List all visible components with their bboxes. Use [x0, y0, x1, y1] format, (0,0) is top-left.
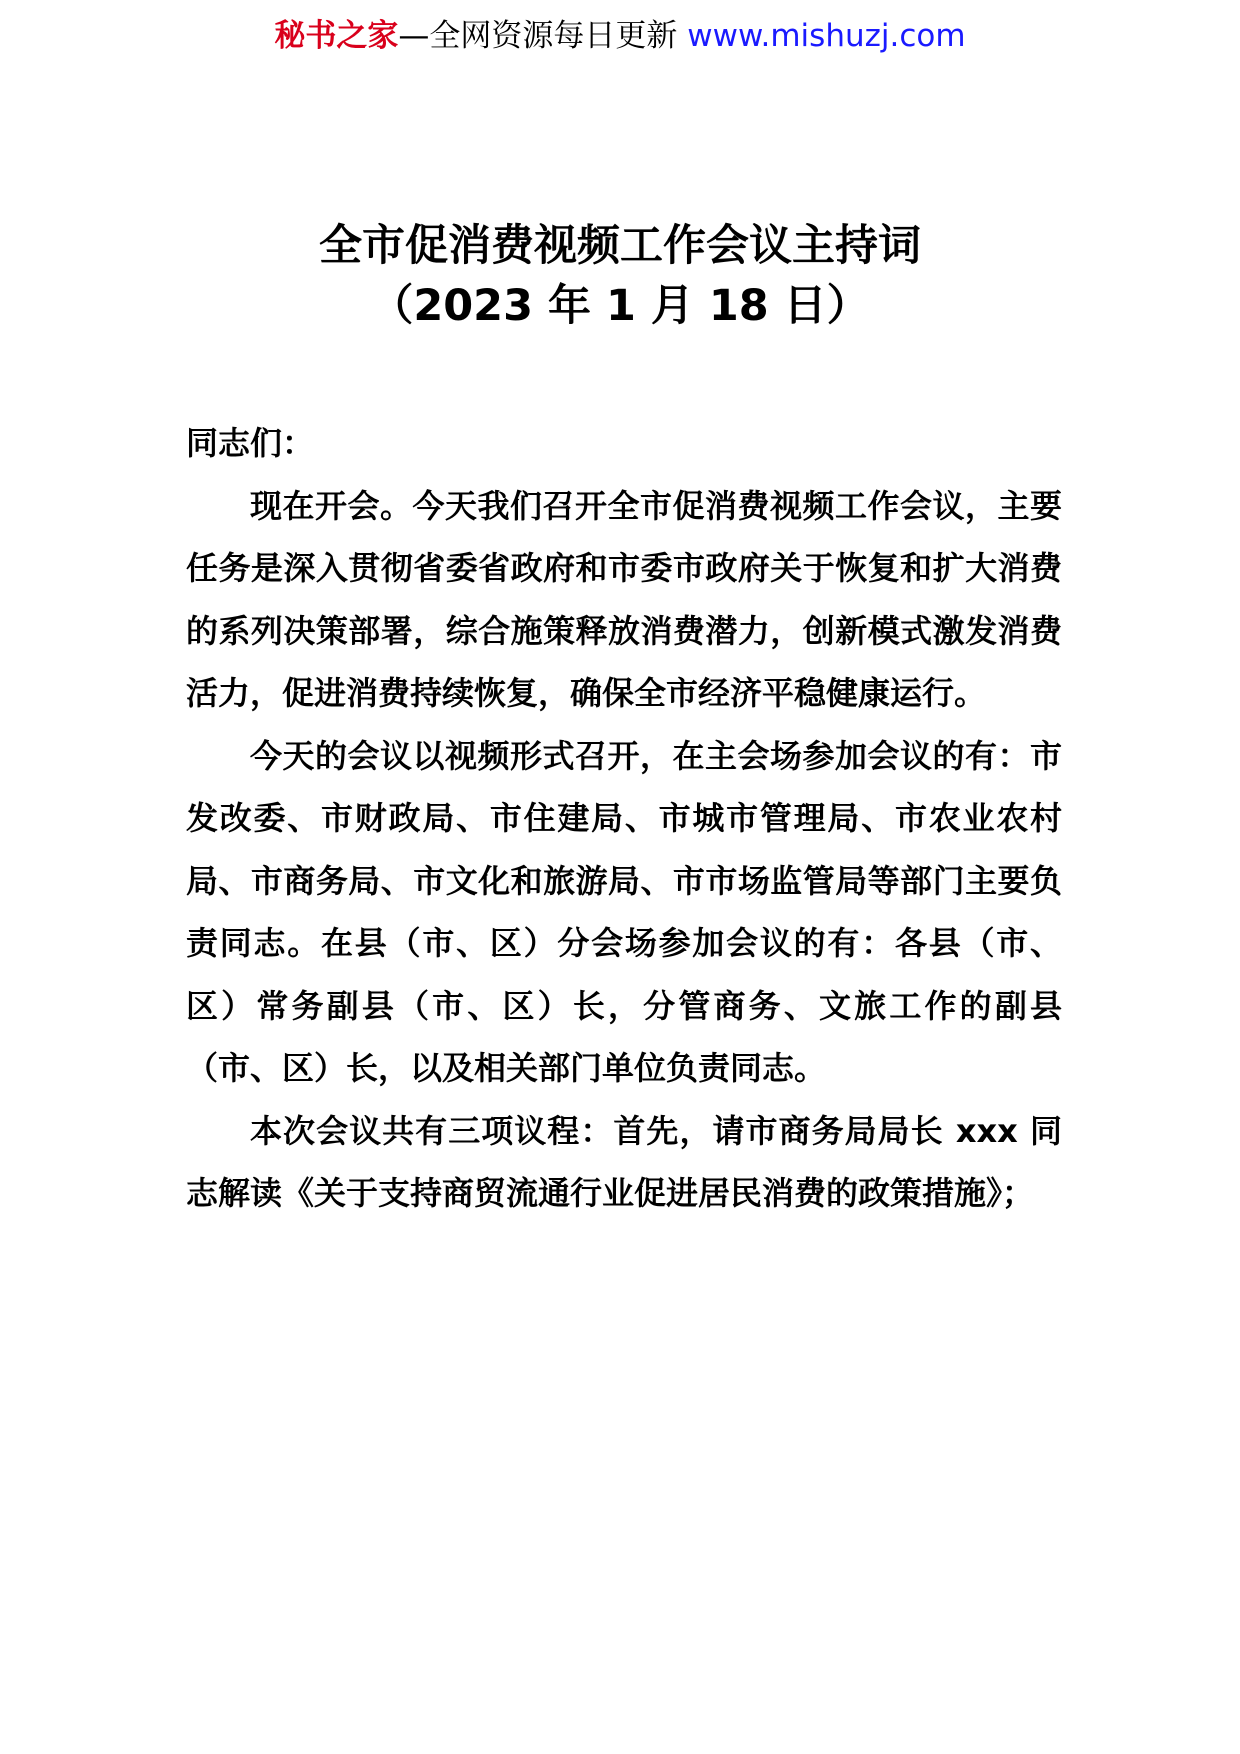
salutation: 同志们： [186, 424, 315, 462]
paragraph-agenda: 本次会议共有三项议程：首先，请市商务局局长 xxx 同志解读《关于支持商贸流通行业促进居民消费的政策措施》； [186, 1111, 1062, 1212]
document-body [186, 412, 1062, 1225]
site-header [0, 14, 1240, 58]
site-url-link[interactable]: www.mishuzj.com [687, 18, 966, 54]
paragraph-attendees: 今天的会议以视频形式召开，在主会场参加会议的有：市发改委、市财政局、市住建局、市城市管理局、市农业农村局、市商务局、市文化和旅游局、市市场监管局等部门主要负责同志。在县（市、区）分会场参加会议的有：各县（市、区）常务副县（市、区）长，分管商务、文旅工作的副县（市、区）长，以及相关部门单位负责同志。 [186, 736, 1062, 1087]
site-tagline: —全网资源每日更新 [398, 18, 688, 54]
title-block [0, 216, 1240, 336]
document-date: （2023 年 1 月 18 日） [370, 281, 870, 331]
paragraph-opening: 现在开会。今天我们召开全市促消费视频工作会议，主要任务是深入贯彻省委省政府和市委市政府关于恢复和扩大消费的系列决策部署，综合施策释放消费潜力，创新模式激发消费活力，促进消费持续恢复，确保全市经济平稳健康运行。 [186, 486, 1062, 712]
document-title: 全市促消费视频工作会议主持词 [319, 221, 921, 271]
site-brand: 秘书之家 [274, 18, 399, 54]
